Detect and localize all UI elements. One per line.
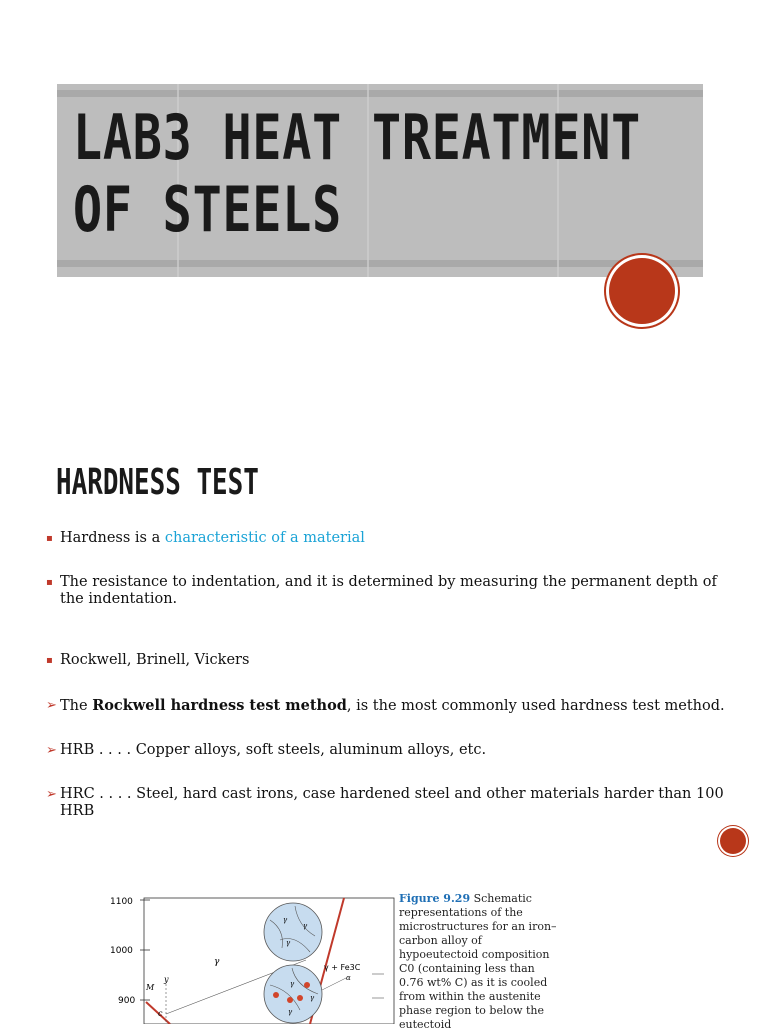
highlight-text: characteristic of a material	[164, 530, 365, 546]
ferrite-particle	[304, 982, 310, 988]
phase-label: γ	[288, 1008, 293, 1016]
square-bullet-icon: ▪	[46, 655, 53, 666]
phase-label: γ	[214, 957, 220, 967]
bullet-text: , is the most commonly used hardness test method.	[346, 698, 725, 714]
banner-stripe	[57, 90, 703, 97]
bullet-text: HRC . . . . Steel, hard cast irons, case hardened steel and other materials harder than 100 HRB	[60, 786, 724, 819]
slide-title	[73, 102, 703, 246]
list-item	[46, 530, 736, 547]
phase-label: γ	[283, 916, 288, 924]
phase-label: γ + Fe3C	[324, 963, 361, 972]
list-item	[46, 697, 736, 715]
arrow-bullet-icon: ➢	[46, 787, 57, 802]
phase-label: γ	[310, 994, 315, 1002]
phase-label: γ	[290, 980, 295, 988]
y-tick-label: 1000	[110, 946, 133, 956]
bullet-text: The resistance to indentation, and it is determined by measuring the permanent depth of the indentation.	[60, 574, 717, 607]
figure-caption	[399, 892, 559, 1032]
bullet-text: Hardness is a	[60, 530, 165, 546]
list-item	[46, 574, 736, 608]
ferrite-particle	[273, 992, 279, 998]
arrow-bullet-icon: ➢	[46, 698, 57, 713]
bullet-list	[46, 530, 736, 819]
square-bullet-icon: ▪	[46, 533, 53, 544]
microstructure-circle	[264, 903, 322, 961]
bullet-text: The	[60, 698, 93, 714]
caption-text: Schematic representations of the microstructures for an iron–carbon alloy of hypoeutectoid composition C0 (containing less than 0.76 wt% C) as it is cooled from within the austenite phase region to below the eutectoid	[399, 892, 557, 1031]
y-tick-label: 900	[118, 996, 136, 1006]
y-tick-label: 1100	[110, 897, 133, 907]
slide-title-line-2: OF STEELS	[73, 173, 343, 246]
title-banner	[57, 84, 703, 277]
banner-stripe	[57, 260, 703, 267]
point-label: c	[158, 1009, 163, 1018]
arrow-bullet-icon: ➢	[46, 743, 57, 758]
bullet-text: HRB . . . . Copper alloys, soft steels, aluminum alloys, etc.	[60, 742, 487, 758]
decorative-circle	[609, 258, 675, 324]
list-item	[46, 652, 736, 669]
phase-label: α	[346, 974, 351, 982]
figure-number: Figure 9.29	[399, 892, 471, 905]
ferrite-particle	[297, 995, 303, 1001]
bullet-text: Rockwell, Brinell, Vickers	[60, 652, 250, 668]
list-item	[46, 742, 736, 759]
point-label: y	[164, 975, 169, 984]
ferrite-particle	[287, 997, 293, 1003]
slide-title-line-1: LAB3 HEAT TREATMENT	[73, 101, 642, 174]
bold-text: Rockwell hardness test method	[92, 697, 347, 714]
decorative-circle	[720, 828, 746, 854]
list-item	[46, 786, 736, 820]
leader-line	[322, 978, 346, 990]
square-bullet-icon: ▪	[46, 577, 53, 588]
phase-label: γ	[303, 922, 308, 930]
phase-label: γ	[286, 939, 291, 947]
section-heading: HARDNESS TEST	[56, 462, 259, 503]
point-label: M	[146, 983, 155, 992]
